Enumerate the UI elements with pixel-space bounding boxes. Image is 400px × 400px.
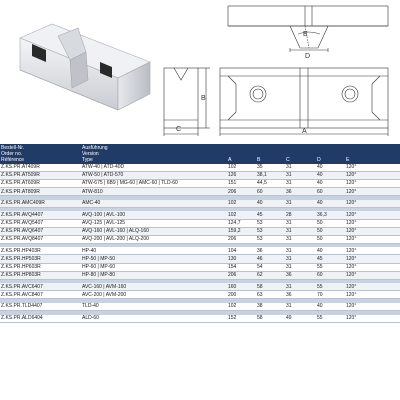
technical-drawings xyxy=(0,0,400,140)
cell-e: 120° xyxy=(345,315,400,323)
header-version xyxy=(81,144,227,164)
cell-version: HP-80 | MP-80 xyxy=(81,271,227,279)
cell-e: 120° xyxy=(345,263,400,271)
cell-version: HP-50 | MP-50 xyxy=(81,255,227,263)
dimensions-table-wrapper xyxy=(0,144,400,323)
cell-c: 31 xyxy=(285,200,316,208)
cell-b: 44,5 xyxy=(256,180,285,188)
cell-c: 36 xyxy=(285,271,316,279)
cell-c: 36 xyxy=(285,188,316,196)
table-row xyxy=(0,219,400,227)
cell-b: 36 xyxy=(256,247,285,255)
cell-version: HP-40 xyxy=(81,247,227,255)
cell-code: Z.KS.PR.AVQ8407 xyxy=(0,235,81,243)
table-row xyxy=(0,172,400,180)
cell-code: Z.KS.PR.AT609R xyxy=(0,180,81,188)
cell-e: 120° xyxy=(345,172,400,180)
cell-a: 154 xyxy=(227,263,256,271)
cell-d: 40 xyxy=(316,164,345,172)
cell-code: Z.KS.PR.HP503R xyxy=(0,255,81,263)
cell-a: 102 xyxy=(227,303,256,311)
cell-c: 31 xyxy=(285,303,316,311)
cell-version: AVC-200 | AVM-200 xyxy=(81,291,227,299)
header-order-no-de: Bestell-Nr. xyxy=(1,145,25,151)
cell-e: 120° xyxy=(345,283,400,291)
cell-e: 120° xyxy=(345,303,400,311)
vise-jaw-render xyxy=(20,24,150,110)
table-row xyxy=(0,283,400,291)
cell-a: 126 xyxy=(227,172,256,180)
cell-c: 31 xyxy=(285,255,316,263)
cell-d: 50 xyxy=(316,227,345,235)
header-order-no-fr: Référence xyxy=(1,157,25,163)
cell-code: Z.KS.PR.HP803R xyxy=(0,271,81,279)
cell-a: 160 xyxy=(227,283,256,291)
cell-b: 58 xyxy=(256,315,285,323)
side-view-drawing xyxy=(164,68,210,136)
header-b: B xyxy=(256,144,285,164)
table-row xyxy=(0,255,400,263)
cell-version: ATW-50 | ATD-570 xyxy=(81,172,227,180)
cell-e: 120° xyxy=(345,255,400,263)
header-a: A xyxy=(227,144,256,164)
cell-d: 40 xyxy=(316,200,345,208)
cell-b: 62 xyxy=(256,271,285,279)
cell-e: 120° xyxy=(345,235,400,243)
header-version-de: Ausführung xyxy=(82,145,108,151)
cell-b: 35 xyxy=(256,164,285,172)
cell-code: Z.KS.PR.AT809R xyxy=(0,188,81,196)
front-view-drawing xyxy=(220,68,388,136)
cell-b: 38 xyxy=(256,303,285,311)
cell-version: ATW-40 | ATD-40D xyxy=(81,164,227,172)
cell-version: AVQ-200 | AVL-200 | ALQ-200 xyxy=(81,235,227,243)
cell-c: 31 xyxy=(285,180,316,188)
cell-c: 49 xyxy=(285,315,316,323)
cell-d: 55 xyxy=(316,283,345,291)
dimension-label-a: A xyxy=(302,128,307,135)
table-row xyxy=(0,271,400,279)
cell-a: 206 xyxy=(227,271,256,279)
cell-e: 120° xyxy=(345,164,400,172)
cell-b: 38,1 xyxy=(256,172,285,180)
table-row xyxy=(0,263,400,271)
cell-a: 151 xyxy=(227,180,256,188)
cell-a: 159,2 xyxy=(227,227,256,235)
cell-b: 46 xyxy=(256,255,285,263)
dimensions-table xyxy=(0,144,400,323)
table-row xyxy=(0,227,400,235)
table-row xyxy=(0,200,400,208)
cell-code: Z.KS.PR.AVC8407 xyxy=(0,291,81,299)
table-row xyxy=(0,247,400,255)
cell-c: 31 xyxy=(285,247,316,255)
header-order-no xyxy=(0,144,81,164)
cell-code: Z.KS.PR.AT409R xyxy=(0,164,81,172)
cell-b: 53 xyxy=(256,219,285,227)
cell-a: 102 xyxy=(227,211,256,219)
header-version-fr: Type xyxy=(82,157,93,163)
cell-b: 53 xyxy=(256,235,285,243)
cell-a: 130 xyxy=(227,255,256,263)
cell-code: Z.KS.PR.AVQ6407 xyxy=(0,227,81,235)
cell-code: Z.KS.PR.HP403R xyxy=(0,247,81,255)
cell-e: 120° xyxy=(345,247,400,255)
table-row xyxy=(0,315,400,323)
dimension-label-e: E xyxy=(303,31,308,38)
cell-a: 104 xyxy=(227,247,256,255)
cell-e: 120° xyxy=(345,180,400,188)
cell-version: AVQ-100 | AVL-100 xyxy=(81,211,227,219)
dimension-label-b: B xyxy=(201,95,206,102)
cell-c: 36 xyxy=(285,291,316,299)
cell-d: 60 xyxy=(316,188,345,196)
header-e: E xyxy=(345,144,400,164)
cell-d: 55 xyxy=(316,263,345,271)
cell-e: 120° xyxy=(345,219,400,227)
table-row xyxy=(0,235,400,243)
cell-b: 63 xyxy=(256,291,285,299)
cell-version: ATW-810 xyxy=(81,188,227,196)
cell-version: AVQ-160 | AVL-160 | ALQ-160 xyxy=(81,227,227,235)
table-row xyxy=(0,291,400,299)
cell-code: Z.KS.PR.HP603R xyxy=(0,263,81,271)
cell-version: AVQ-125 | AVL-125 xyxy=(81,219,227,227)
cell-version: AVC-160 | AVM-160 xyxy=(81,283,227,291)
cell-c: 31 xyxy=(285,263,316,271)
header-d: D xyxy=(316,144,345,164)
cell-a: 102 xyxy=(227,164,256,172)
cell-code: Z.KS.PR.AMC409R xyxy=(0,200,81,208)
cell-code: Z.KS.PR.TLD4407 xyxy=(0,303,81,311)
cell-a: 200 xyxy=(227,291,256,299)
cell-b: 53 xyxy=(256,227,285,235)
cell-d: 50 xyxy=(316,219,345,227)
cell-a: 102 xyxy=(227,200,256,208)
cell-c: 28 xyxy=(285,211,316,219)
cell-e: 120° xyxy=(345,271,400,279)
cell-c: 31 xyxy=(285,164,316,172)
dimension-label-d: D xyxy=(305,53,311,60)
table-row xyxy=(0,180,400,188)
cell-a: 152 xyxy=(227,315,256,323)
cell-e: 120° xyxy=(345,188,400,196)
cell-code: Z.KS.PR.AVQ4407 xyxy=(0,211,81,219)
cell-code: Z.KS.PR.AT509R xyxy=(0,172,81,180)
table-row xyxy=(0,164,400,172)
cell-d: 40 xyxy=(316,172,345,180)
top-view-drawing xyxy=(228,6,388,52)
header-c: C xyxy=(285,144,316,164)
cell-b: 58 xyxy=(256,283,285,291)
cell-c: 31 xyxy=(285,235,316,243)
header-order-no-en: Order no. xyxy=(1,151,23,157)
table-header-row xyxy=(0,144,400,164)
cell-code: Z.KS.PR.ALD6404 xyxy=(0,315,81,323)
cell-b: 54 xyxy=(256,263,285,271)
cell-c: 31 xyxy=(285,219,316,227)
cell-d: 50 xyxy=(316,235,345,243)
cell-d: 55 xyxy=(316,315,345,323)
cell-b: 40 xyxy=(256,200,285,208)
cell-version: ATW-675 | 6B9 | MG-60 | AMC-60 | TLD-60 xyxy=(81,180,227,188)
cell-e: 120° xyxy=(345,291,400,299)
cell-e: 120° xyxy=(345,200,400,208)
table-body xyxy=(0,164,400,322)
cell-c: 31 xyxy=(285,283,316,291)
table-row xyxy=(0,188,400,196)
cell-code: Z.KS.PR.AVC6407 xyxy=(0,283,81,291)
cell-a: 206 xyxy=(227,188,256,196)
table-row xyxy=(0,211,400,219)
cell-c: 31 xyxy=(285,172,316,180)
cell-code: Z.KS.PR.AVQ5407 xyxy=(0,219,81,227)
cell-e: 120° xyxy=(345,227,400,235)
cell-a: 124,7 xyxy=(227,219,256,227)
cell-version: HP-60 | MP-60 xyxy=(81,263,227,271)
cell-d: 40 xyxy=(316,247,345,255)
dimension-label-c: C xyxy=(176,126,182,133)
cell-e: 120° xyxy=(345,211,400,219)
cell-b: 45 xyxy=(256,211,285,219)
cell-b: 60 xyxy=(256,188,285,196)
cell-version: AMC-40 xyxy=(81,200,227,208)
cell-d: 60 xyxy=(316,271,345,279)
cell-d: 45 xyxy=(316,255,345,263)
cell-a: 206 xyxy=(227,235,256,243)
cell-version: TLD-40 xyxy=(81,303,227,311)
header-version-en: Version xyxy=(82,151,99,157)
cell-d: 40 xyxy=(316,180,345,188)
table-row xyxy=(0,303,400,311)
cell-version: ALD-60 xyxy=(81,315,227,323)
cell-d: 40 xyxy=(316,303,345,311)
cell-d: 70 xyxy=(316,291,345,299)
cell-d: 36,3 xyxy=(316,211,345,219)
cell-c: 31 xyxy=(285,227,316,235)
